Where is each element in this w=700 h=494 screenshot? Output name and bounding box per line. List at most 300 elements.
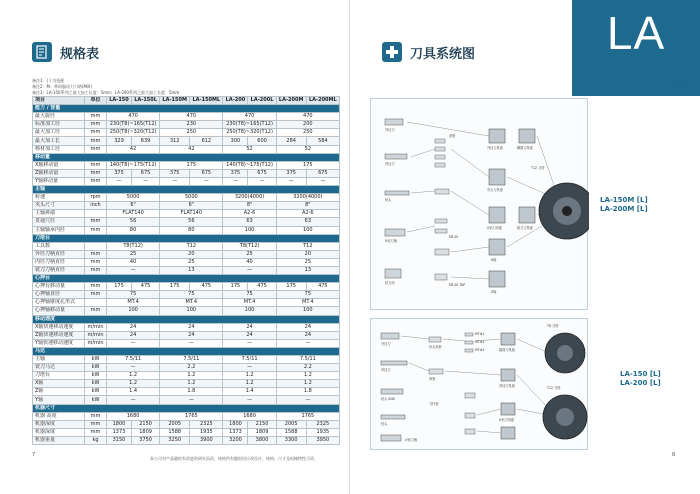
- tool-label: 外径刀: [381, 342, 391, 346]
- spec-row: [33, 202, 340, 210]
- spec-row: [33, 380, 340, 388]
- spec-value: —: [107, 364, 160, 372]
- spec-value: T8(T12): [107, 242, 160, 250]
- spec-unit: [85, 299, 107, 307]
- spec-section-row: [33, 404, 340, 412]
- tool-label: 内径刀: [381, 368, 391, 372]
- spec-value: 40: [107, 258, 160, 266]
- spec-value: 7.5/11: [107, 356, 160, 364]
- right-page: [350, 0, 700, 494]
- spec-value: —: [306, 177, 339, 185]
- spec-value: 1809: [131, 428, 159, 436]
- tool-label: U钻刀柄: [385, 239, 397, 243]
- spec-row: [33, 428, 340, 436]
- spec-unit: mm: [85, 161, 107, 169]
- spec-value: 250: [276, 129, 339, 137]
- spec-value: 1.4: [107, 388, 160, 396]
- spec-label: 机器 高度: [33, 412, 85, 420]
- spec-unit: mm: [85, 137, 107, 145]
- spec-value: 100: [223, 307, 276, 315]
- spec-unit: [85, 210, 107, 218]
- spec-row: [33, 372, 340, 380]
- spec-value: 1765: [160, 412, 223, 420]
- spec-label: Y轴移动量: [33, 177, 85, 185]
- spec-value: 1.4: [223, 388, 276, 396]
- tool-label: U钻刀柄: [405, 438, 417, 442]
- spec-header-cell: LA-150M: [160, 97, 190, 105]
- spec-value: 25: [160, 258, 223, 266]
- spec-row: [33, 356, 340, 364]
- spec-value: 42: [160, 145, 223, 153]
- spec-unit: mm: [85, 177, 107, 185]
- spec-value: 75: [160, 291, 223, 299]
- spec-value: 600: [248, 137, 276, 145]
- spec-value: —: [276, 177, 306, 185]
- spec-row: [33, 137, 340, 145]
- model-la200: LA-200 [L]: [620, 379, 661, 387]
- banner-series: 150/200 系列: [634, 81, 690, 90]
- spec-value: —: [223, 177, 248, 185]
- spec-value: 24: [223, 323, 276, 331]
- spec-value: 1588: [276, 428, 306, 436]
- spec-row: [33, 364, 340, 372]
- tooling-header: [382, 42, 475, 62]
- spec-unit: mm: [85, 307, 107, 315]
- tool-label: ER-20 TAP: [449, 283, 466, 287]
- spec-label: 夹头尺寸: [33, 202, 85, 210]
- spec-value: 56: [160, 218, 223, 226]
- spec-value: T12: [160, 242, 223, 250]
- tool-label: U钻刀具座: [499, 418, 515, 422]
- spec-value: 470: [276, 113, 339, 121]
- tool-label: U钻刀具座: [487, 226, 503, 230]
- spec-label: Z轴快速移动速度: [33, 331, 85, 339]
- spec-unit: rpm: [85, 194, 107, 202]
- spec-label: X轴: [33, 380, 85, 388]
- spec-value: 140(T8)~175(T12): [223, 161, 276, 169]
- spec-value: 6": [160, 202, 223, 210]
- spec-value: —: [223, 266, 276, 274]
- spec-unit: mm: [85, 113, 107, 121]
- spec-header-cell: LA-200L: [248, 97, 276, 105]
- spec-value: 1.8: [276, 388, 339, 396]
- tool-label: MT#2: [475, 340, 485, 344]
- spec-label: 机器深度: [33, 428, 85, 436]
- spec-value: 470: [160, 113, 223, 121]
- spec-value: 8": [223, 202, 276, 210]
- tooling-diagram-standard: [370, 318, 588, 450]
- spec-row: [33, 250, 340, 258]
- spec-value: 25: [107, 250, 160, 258]
- spec-unit: mm: [85, 129, 107, 137]
- tool-label: T8 刀塔: [547, 324, 559, 328]
- spec-label: 刀塔台: [33, 372, 85, 380]
- spec-value: —: [107, 177, 132, 185]
- spec-value: MT.4: [223, 299, 276, 307]
- spec-value: 2325: [306, 420, 339, 428]
- spec-row: [33, 307, 340, 315]
- tooling-diagram-milling: [370, 98, 588, 310]
- spec-section-row: [33, 315, 340, 323]
- spec-header-cell: LA-200ML: [306, 97, 339, 105]
- note-1: 备注1：( ) 为选配: [32, 78, 65, 83]
- spec-section-label: 移动量: [33, 153, 340, 161]
- model-la200m: LA-200M [L]: [600, 205, 648, 213]
- spec-label: 心押轴直径: [33, 291, 85, 299]
- spec-value: 100: [223, 226, 276, 234]
- tool-label: 钻头: [381, 422, 388, 426]
- spec-label: 最大加工长: [33, 137, 85, 145]
- spec-unit: mm: [85, 420, 107, 428]
- spec-section-row: [33, 186, 340, 194]
- spec-value: 75: [223, 291, 276, 299]
- spec-value: 5000: [107, 194, 160, 202]
- spec-row: [33, 177, 340, 185]
- t8-turret-icon: [545, 333, 585, 373]
- spec-value: 312: [160, 137, 190, 145]
- spec-value: 52: [223, 145, 276, 153]
- spec-value: 24: [223, 331, 276, 339]
- spec-label: 贯通穴径: [33, 218, 85, 226]
- spec-row: [33, 339, 340, 347]
- spec-title: 规格表: [60, 46, 100, 62]
- spec-value: 2325: [190, 420, 223, 428]
- spec-table: [32, 96, 340, 445]
- spec-section-label: 马达: [33, 347, 340, 355]
- model-label-milling: [600, 196, 648, 214]
- spec-value: —: [107, 266, 160, 274]
- tool-label: Z轴: [491, 290, 497, 294]
- spec-unit: kW: [85, 372, 107, 380]
- spec-row: [33, 388, 340, 396]
- spec-label: 主轴: [33, 356, 85, 364]
- spec-label: Z轴移动量: [33, 169, 85, 177]
- spec-value: 230(T8)~165(T12): [223, 121, 276, 129]
- spec-value: 675: [306, 169, 339, 177]
- spec-row: [33, 436, 340, 444]
- spec-unit: mm: [85, 412, 107, 420]
- spec-value: 1.2: [107, 372, 160, 380]
- spec-unit: kg: [85, 436, 107, 444]
- spec-unit: m/min: [85, 339, 107, 347]
- spec-label: 铣刀刀柄直径: [33, 266, 85, 274]
- spec-value: FLAT140: [160, 210, 223, 218]
- spec-value: 230: [160, 121, 223, 129]
- spec-value: —: [131, 177, 159, 185]
- note-2: 备注2：M：带伺服动力刀塔(Mill): [32, 84, 92, 89]
- spec-value: 24: [107, 323, 160, 331]
- tool-label: 外径刀: [385, 128, 395, 132]
- spec-label: X轴移动量: [33, 161, 85, 169]
- spec-row: [33, 283, 340, 291]
- spec-section-row: [33, 105, 340, 113]
- spec-value: 100: [107, 307, 160, 315]
- spec-unit: mm: [85, 291, 107, 299]
- spec-unit: kW: [85, 396, 107, 404]
- spec-value: 175: [276, 283, 306, 291]
- spec-unit: kW: [85, 388, 107, 396]
- spec-label: 外径刀柄直径: [33, 250, 85, 258]
- spec-value: FLAT140: [107, 210, 160, 218]
- spec-value: —: [248, 177, 276, 185]
- tool-label: 套管: [429, 377, 436, 381]
- spec-section-label: 移动速度: [33, 315, 340, 323]
- spec-section-row: [33, 275, 340, 283]
- spec-value: MT.4: [276, 299, 339, 307]
- spec-value: 1680: [223, 412, 276, 420]
- model-la150: LA-150 [L]: [620, 370, 661, 378]
- spec-value: 2.2: [160, 364, 223, 372]
- spec-value: 42: [107, 145, 160, 153]
- spec-value: 3200(4000): [223, 194, 276, 202]
- banner-code: LA: [606, 7, 666, 59]
- spec-header-cell: 项目: [33, 97, 85, 105]
- spec-value: 20: [160, 250, 223, 258]
- page-number-left: 7: [32, 452, 36, 458]
- spec-section-label: 机器尺寸: [33, 404, 340, 412]
- spec-label: 内径刀柄直径: [33, 258, 85, 266]
- spec-value: 1935: [190, 428, 223, 436]
- spec-value: 175: [223, 283, 248, 291]
- model-label-standard: [620, 370, 661, 388]
- spec-label: Y轴快速移动速度: [33, 339, 85, 347]
- spec-value: 100: [160, 307, 223, 315]
- spec-value: 5000: [160, 194, 223, 202]
- spec-unit: mm: [85, 428, 107, 436]
- spec-value: 375: [223, 169, 248, 177]
- note-3: 备注3：LA-150系列之最大加工长度：5mm；LA-200系列之最大加工长度：5mm: [32, 90, 180, 95]
- spec-unit: mm: [85, 283, 107, 291]
- spec-footnote: 本公司对产品随时有改进的研究而改，规格所有随时因应改设计，规格，尺寸及机械特性可改。: [150, 456, 318, 461]
- spec-unit: kW: [85, 364, 107, 372]
- spec-value: 375: [160, 169, 190, 177]
- spec-header: [32, 42, 99, 62]
- spec-unit: kW: [85, 356, 107, 364]
- spec-value: 584: [306, 137, 339, 145]
- spec-value: 1.2: [223, 372, 276, 380]
- spec-value: 475: [306, 283, 339, 291]
- spec-value: 1.2: [276, 372, 339, 380]
- spec-value: —: [190, 177, 223, 185]
- spec-value: 56: [107, 218, 160, 226]
- spec-value: 2.2: [276, 364, 339, 372]
- spec-value: A2-6: [276, 210, 339, 218]
- spec-label: 工具数: [33, 242, 85, 250]
- spec-value: 24: [276, 323, 339, 331]
- spec-value: 3800: [248, 436, 276, 444]
- spec-value: 13: [160, 266, 223, 274]
- page-number-right: 8: [672, 452, 676, 458]
- spec-value: —: [276, 339, 339, 347]
- spec-value: 2150: [131, 420, 159, 428]
- spec-value: 1.2: [160, 372, 223, 380]
- model-la150m: LA-150M [L]: [600, 196, 648, 204]
- spec-value: 175: [107, 283, 132, 291]
- spec-row: [33, 323, 340, 331]
- spec-value: 175: [160, 161, 223, 169]
- spec-value: 675: [131, 169, 159, 177]
- spec-value: 470: [223, 113, 276, 121]
- spec-row: [33, 145, 340, 153]
- spec-value: 1800: [107, 420, 132, 428]
- spec-value: 612: [190, 137, 223, 145]
- spec-row: [33, 291, 340, 299]
- spec-value: 1.2: [276, 380, 339, 388]
- spec-section-label: 主轴: [33, 186, 340, 194]
- spec-row: [33, 420, 340, 428]
- spec-value: 100: [276, 226, 339, 234]
- spec-value: 1.8: [160, 388, 223, 396]
- spec-section-label: 能力 / 容量: [33, 105, 340, 113]
- spec-row: [33, 396, 340, 404]
- spec-label: 机器重量: [33, 436, 85, 444]
- spec-value: 100: [276, 307, 339, 315]
- spec-value: 250: [160, 129, 223, 137]
- spec-label: 心押轴锥度孔形式: [33, 299, 85, 307]
- spec-row: [33, 113, 340, 121]
- spec-value: —: [160, 396, 223, 404]
- spec-value: —: [223, 396, 276, 404]
- milling-diagram-svg: [371, 99, 589, 311]
- tool-label: 钻刀用: [385, 281, 395, 285]
- spec-unit: mm: [85, 250, 107, 258]
- spec-header-cell: 单位: [85, 97, 107, 105]
- tool-label: 夹头刀具座: [487, 188, 503, 192]
- spec-label: 心押轴移动量: [33, 307, 85, 315]
- spec-value: 25: [276, 258, 339, 266]
- spec-value: 2005: [160, 420, 190, 428]
- spec-value: 1.2: [223, 380, 276, 388]
- t12-turret-small-icon: [543, 395, 587, 439]
- spec-value: —: [276, 396, 339, 404]
- spec-label: 转速: [33, 194, 85, 202]
- spec-label: 最大旋径: [33, 113, 85, 121]
- spec-label: 最大加工径: [33, 129, 85, 137]
- spec-value: T8(T12): [223, 242, 276, 250]
- spec-unit: m/min: [85, 323, 107, 331]
- spec-value: 175: [160, 283, 190, 291]
- spec-row: [33, 218, 340, 226]
- spec-value: 1373: [107, 428, 132, 436]
- tool-label: T12 刀塔: [547, 386, 561, 390]
- spec-row: [33, 194, 340, 202]
- spec-row: [33, 412, 340, 420]
- spec-value: 75: [107, 291, 160, 299]
- spec-value: 284: [276, 137, 306, 145]
- spec-label: 心押台移动量: [33, 283, 85, 291]
- tool-system-icon: [382, 42, 402, 62]
- spec-unit: [85, 242, 107, 250]
- spec-unit: mm: [85, 145, 107, 153]
- spec-value: 3950: [306, 436, 339, 444]
- spec-value: MT.4: [107, 299, 160, 307]
- spec-section-label: 刀塔台: [33, 234, 340, 242]
- spec-value: 375: [107, 169, 132, 177]
- spec-unit: mm: [85, 226, 107, 234]
- spec-value: 230(T8)~165(T12): [107, 121, 160, 129]
- tool-label: 端面刀具座: [499, 348, 515, 352]
- spec-label: 主轴鼻端: [33, 210, 85, 218]
- spec-value: 1800: [223, 420, 248, 428]
- spec-value: 80: [160, 226, 223, 234]
- spec-value: 300: [223, 137, 248, 145]
- spec-value: 63: [276, 218, 339, 226]
- spec-section-row: [33, 153, 340, 161]
- spec-unit: mm: [85, 218, 107, 226]
- spec-unit: inch: [85, 202, 107, 210]
- spec-row: [33, 226, 340, 234]
- spec-value: 675: [190, 169, 223, 177]
- spec-row: [33, 161, 340, 169]
- spec-value: —: [107, 396, 160, 404]
- spec-value: 1588: [160, 428, 190, 436]
- spec-sheet-icon: [32, 42, 52, 62]
- spec-value: 1.2: [160, 380, 223, 388]
- tool-label: 钻头用套: [429, 345, 442, 349]
- tool-label: 钻头 Ø40: [381, 397, 395, 401]
- spec-section-row: [33, 234, 340, 242]
- spec-value: 3150: [107, 436, 132, 444]
- spec-value: 1765: [276, 412, 339, 420]
- spec-header-cell: LA-150L: [131, 97, 159, 105]
- spec-row: [33, 210, 340, 218]
- spec-value: 3300: [276, 436, 306, 444]
- spec-value: 3900: [190, 436, 223, 444]
- tool-label: MT#1: [475, 332, 485, 336]
- spec-header-cell: LA-200M: [276, 97, 306, 105]
- spec-unit: mm: [85, 266, 107, 274]
- spec-value: 200: [276, 121, 339, 129]
- spec-value: 475: [248, 283, 276, 291]
- spec-value: 1809: [248, 428, 276, 436]
- t12-turret-icon: [539, 183, 589, 239]
- spec-label: X轴快速移动速度: [33, 323, 85, 331]
- spec-value: 675: [248, 169, 276, 177]
- spec-header-cell: LA-200: [223, 97, 248, 105]
- spec-value: 20: [276, 250, 339, 258]
- spec-value: 250(T8)~320(T12): [223, 129, 276, 137]
- tool-label: 横置刀具座: [517, 146, 533, 150]
- spec-value: T12: [276, 242, 339, 250]
- spec-value: 40: [223, 258, 276, 266]
- spec-value: 1680: [107, 412, 160, 420]
- tool-label: MT#3: [475, 348, 485, 352]
- spec-section-row: [33, 347, 340, 355]
- spec-value: 3200(4000): [276, 194, 339, 202]
- spec-value: 7.5/11: [160, 356, 223, 364]
- tool-label: 刀杆套: [429, 402, 439, 406]
- spec-unit: m/min: [85, 331, 107, 339]
- spec-value: 329: [107, 137, 132, 145]
- spec-row: [33, 129, 340, 137]
- tool-label: 内径刀: [385, 162, 395, 166]
- tool-label: 钻头: [385, 198, 392, 202]
- spec-row: [33, 121, 340, 129]
- spec-row: [33, 242, 340, 250]
- spec-value: —: [223, 364, 276, 372]
- spec-value: 2005: [276, 420, 306, 428]
- spec-row: [33, 299, 340, 307]
- spec-value: 75: [276, 291, 339, 299]
- spec-value: 470: [107, 113, 160, 121]
- spec-label: Z轴: [33, 388, 85, 396]
- tool-label: T12 刀塔: [531, 166, 545, 170]
- tool-label: X轴: [491, 258, 497, 262]
- spec-label: 标准加工径: [33, 121, 85, 129]
- spec-value: A2-6: [223, 210, 276, 218]
- spec-value: 7.5/11: [276, 356, 339, 364]
- spec-value: 6": [107, 202, 160, 210]
